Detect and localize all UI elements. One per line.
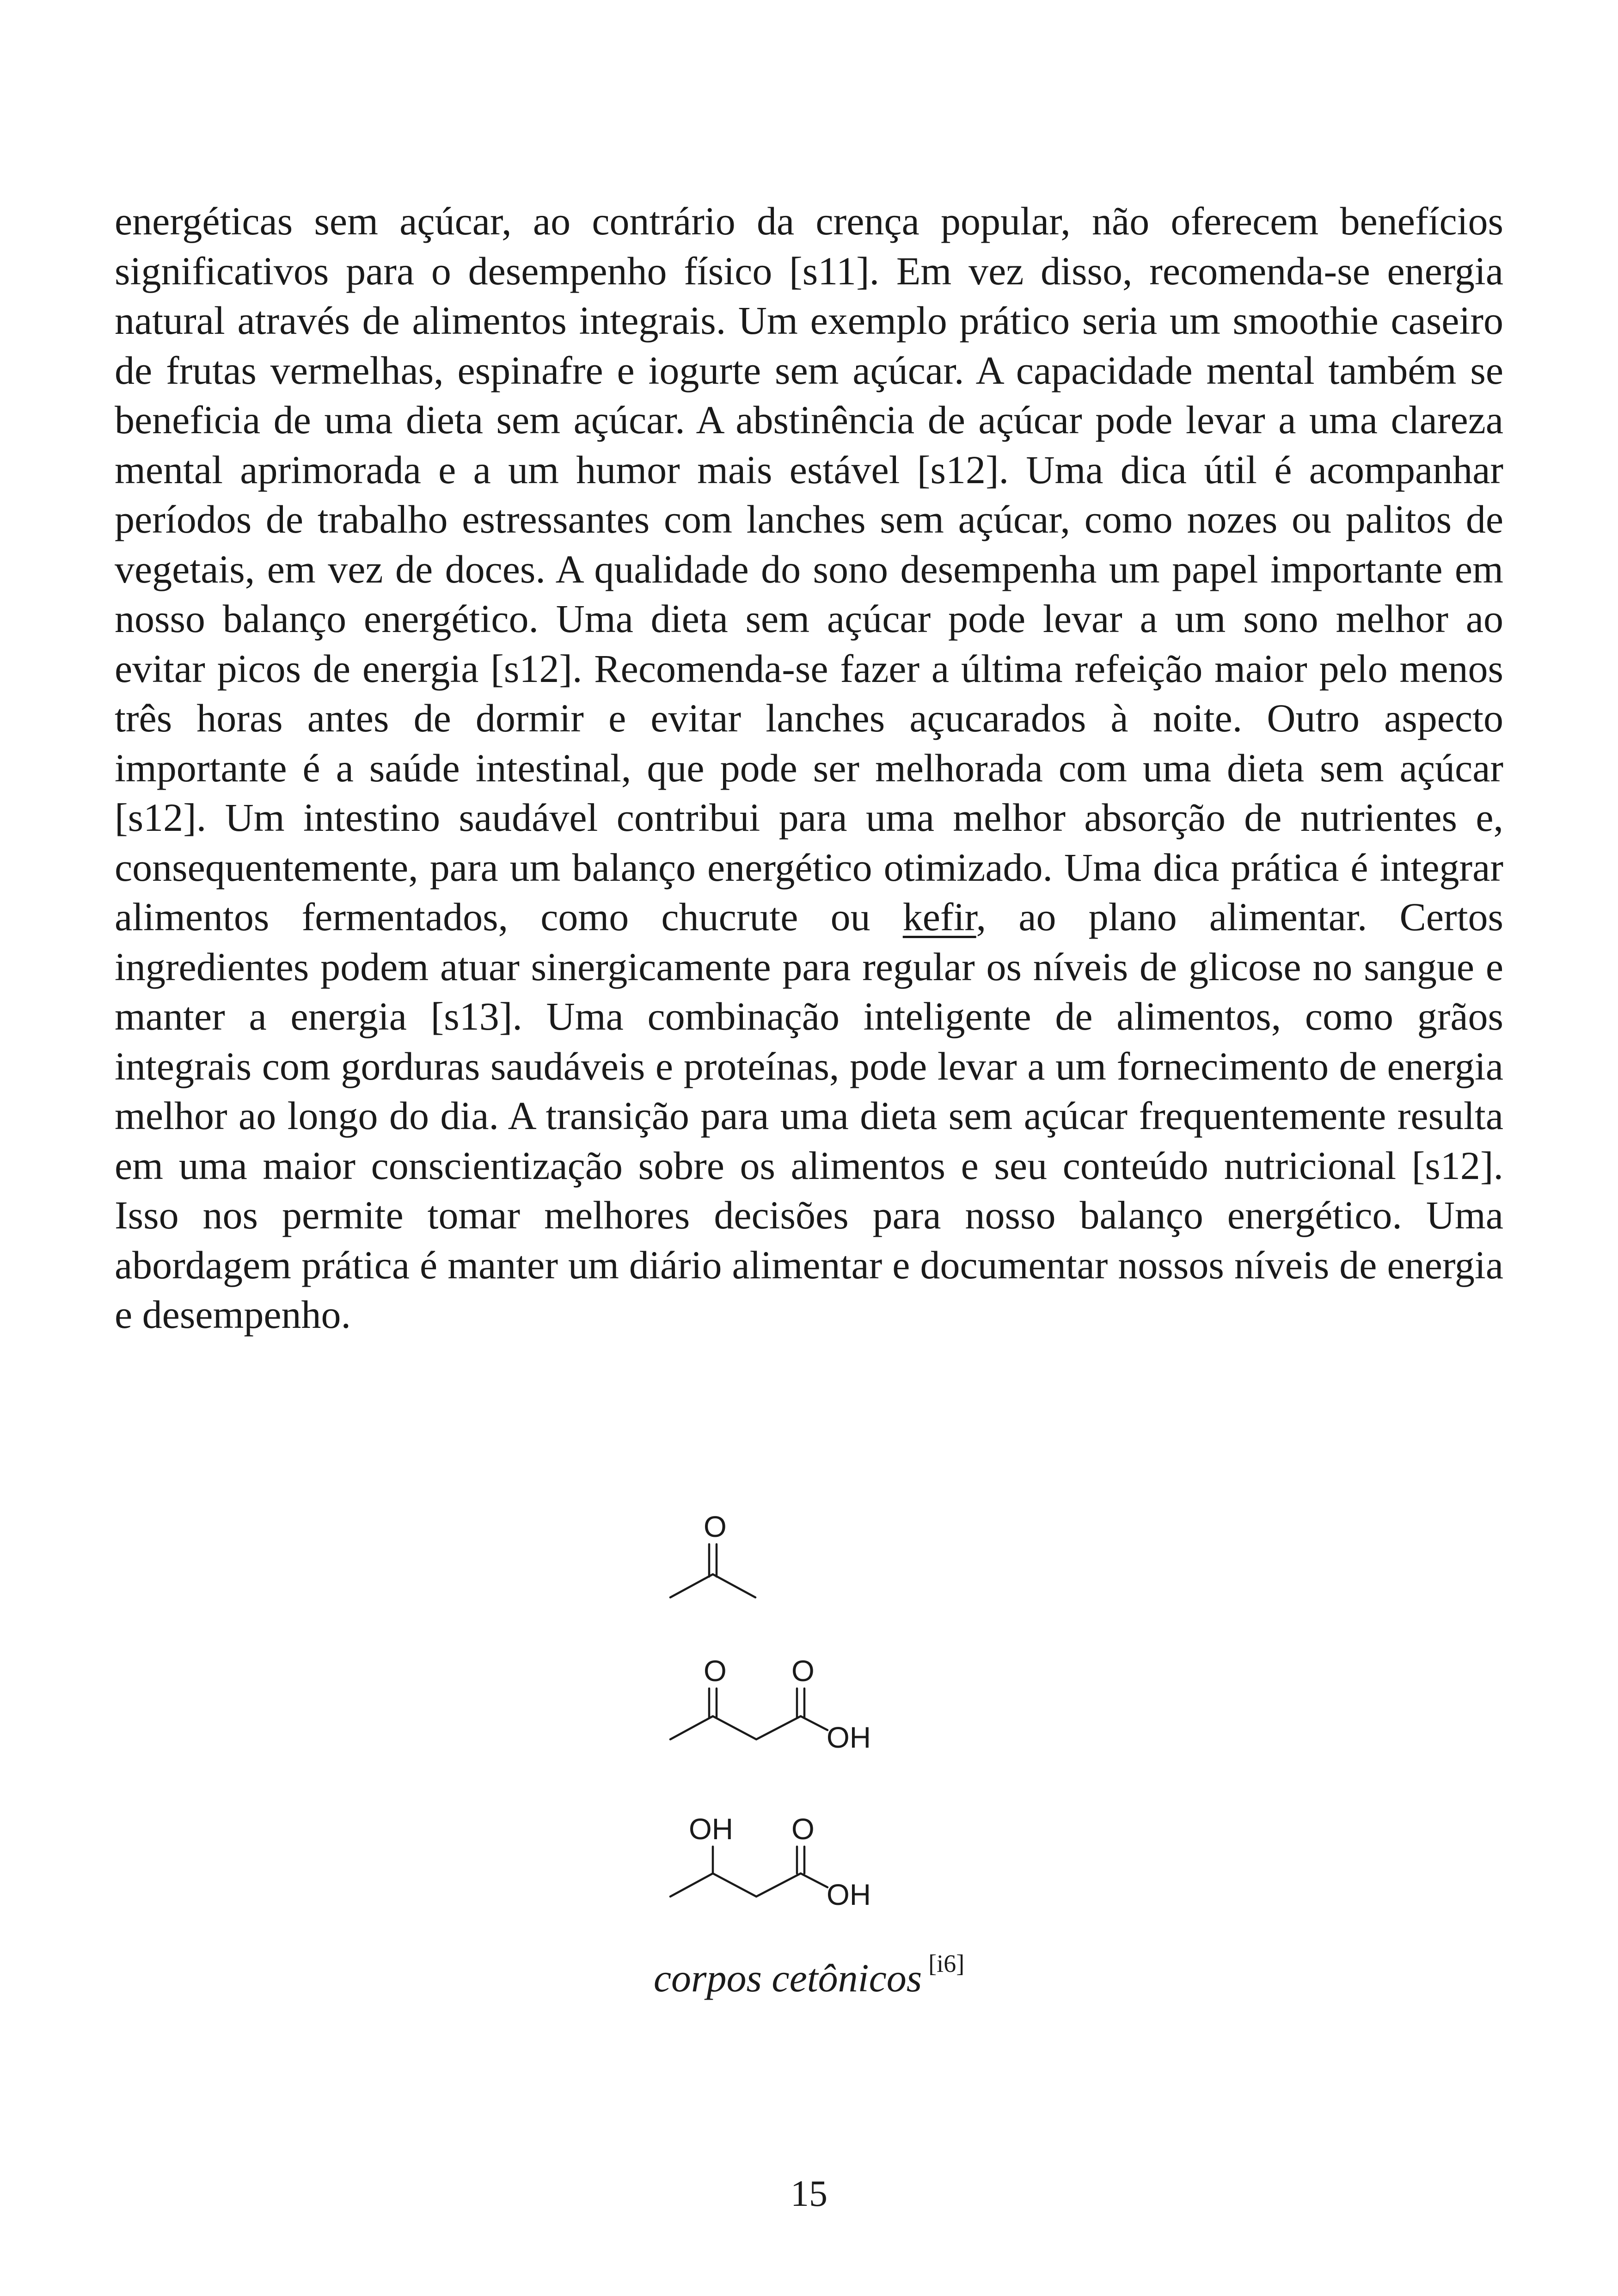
acetone-structure bbox=[670, 1510, 755, 1597]
hydroxyl-label: OH bbox=[827, 1878, 871, 1911]
figure-caption bbox=[0, 1950, 1618, 2001]
body-paragraph bbox=[115, 196, 1503, 1340]
paragraph-text-part2: , ao plano alimentar. Certos ingredientes podem atuar sinergicamente para regular os níveis de glicose no sangue e manter a energia [s13]. Uma combinação inteligente de alimentos, como grãos integrais com gorduras saudáveis e proteínas, pode levar a um fornecimento de energia melhor ao longo do dia. A transição para uma dieta sem açúcar frequentemente resulta em uma maior conscientização sobre os alimentos e seu conteúdo nutricional [s12]. Isso nos permite tomar melhores decisões para nosso balanço energético. Uma abordagem prática é manter um diário alimentar e documentar nossos níveis de energia e desempenho. bbox=[115, 895, 1503, 1337]
hydroxyl-label: OH bbox=[689, 1812, 733, 1846]
paragraph-text-part1: energéticas sem açúcar, ao contrário da crença popular, não oferecem benefícios significativos para o desempenho físico [s11]. Em vez disso, recomenda-se energia natural através de alimentos integrais. Um exemplo prático seria um smoothie caseiro de frutas vermelhas, espinafre e iogurte sem açúcar. A capacidade mental também se beneficia de uma dieta sem açúcar. A abstinência de açúcar pode levar a uma clareza mental aprimorada e a um humor mais estável [s12]. Uma dica útil é acompanhar períodos de trabalho estressantes com lanches sem açúcar, como nozes ou palitos de vegetais, em vez de doces. A qualidade do sono desempenha um papel importante em nosso balanço energético. Uma dieta sem açúcar pode levar a um sono melhor ao evitar picos de energia [s12]. Recomenda-se fazer a última refeição maior pelo menos três horas antes de dormir e evitar lanches açucarados à noite. Outro aspecto importante é a saúde intestinal, que pode ser melhorada com uma dieta sem açúcar [s12]. Um intestino saudável contribui para uma melhor absorção de nutrientes e, consequentemente, para um balanço energético otimizado. Uma dica prática é integrar alimentos fermentados, como chucrute ou bbox=[115, 199, 1503, 939]
oxygen-label: O bbox=[791, 1654, 815, 1688]
kefir-link[interactable]: kefir bbox=[902, 895, 976, 939]
oxygen-label: O bbox=[791, 1812, 815, 1846]
page-number: 15 bbox=[791, 2173, 827, 2214]
ketone-bodies-figure bbox=[670, 1498, 948, 1942]
caption-reference: [i6] bbox=[928, 1950, 965, 1977]
oxygen-label: O bbox=[704, 1654, 727, 1688]
caption-text: corpos cetônicos bbox=[653, 1956, 922, 2000]
beta-hydroxybutyric-acid-structure bbox=[670, 1812, 871, 1911]
acetoacetic-acid-structure bbox=[670, 1654, 871, 1754]
hydroxyl-label: OH bbox=[827, 1721, 871, 1754]
oxygen-label: O bbox=[704, 1510, 727, 1543]
